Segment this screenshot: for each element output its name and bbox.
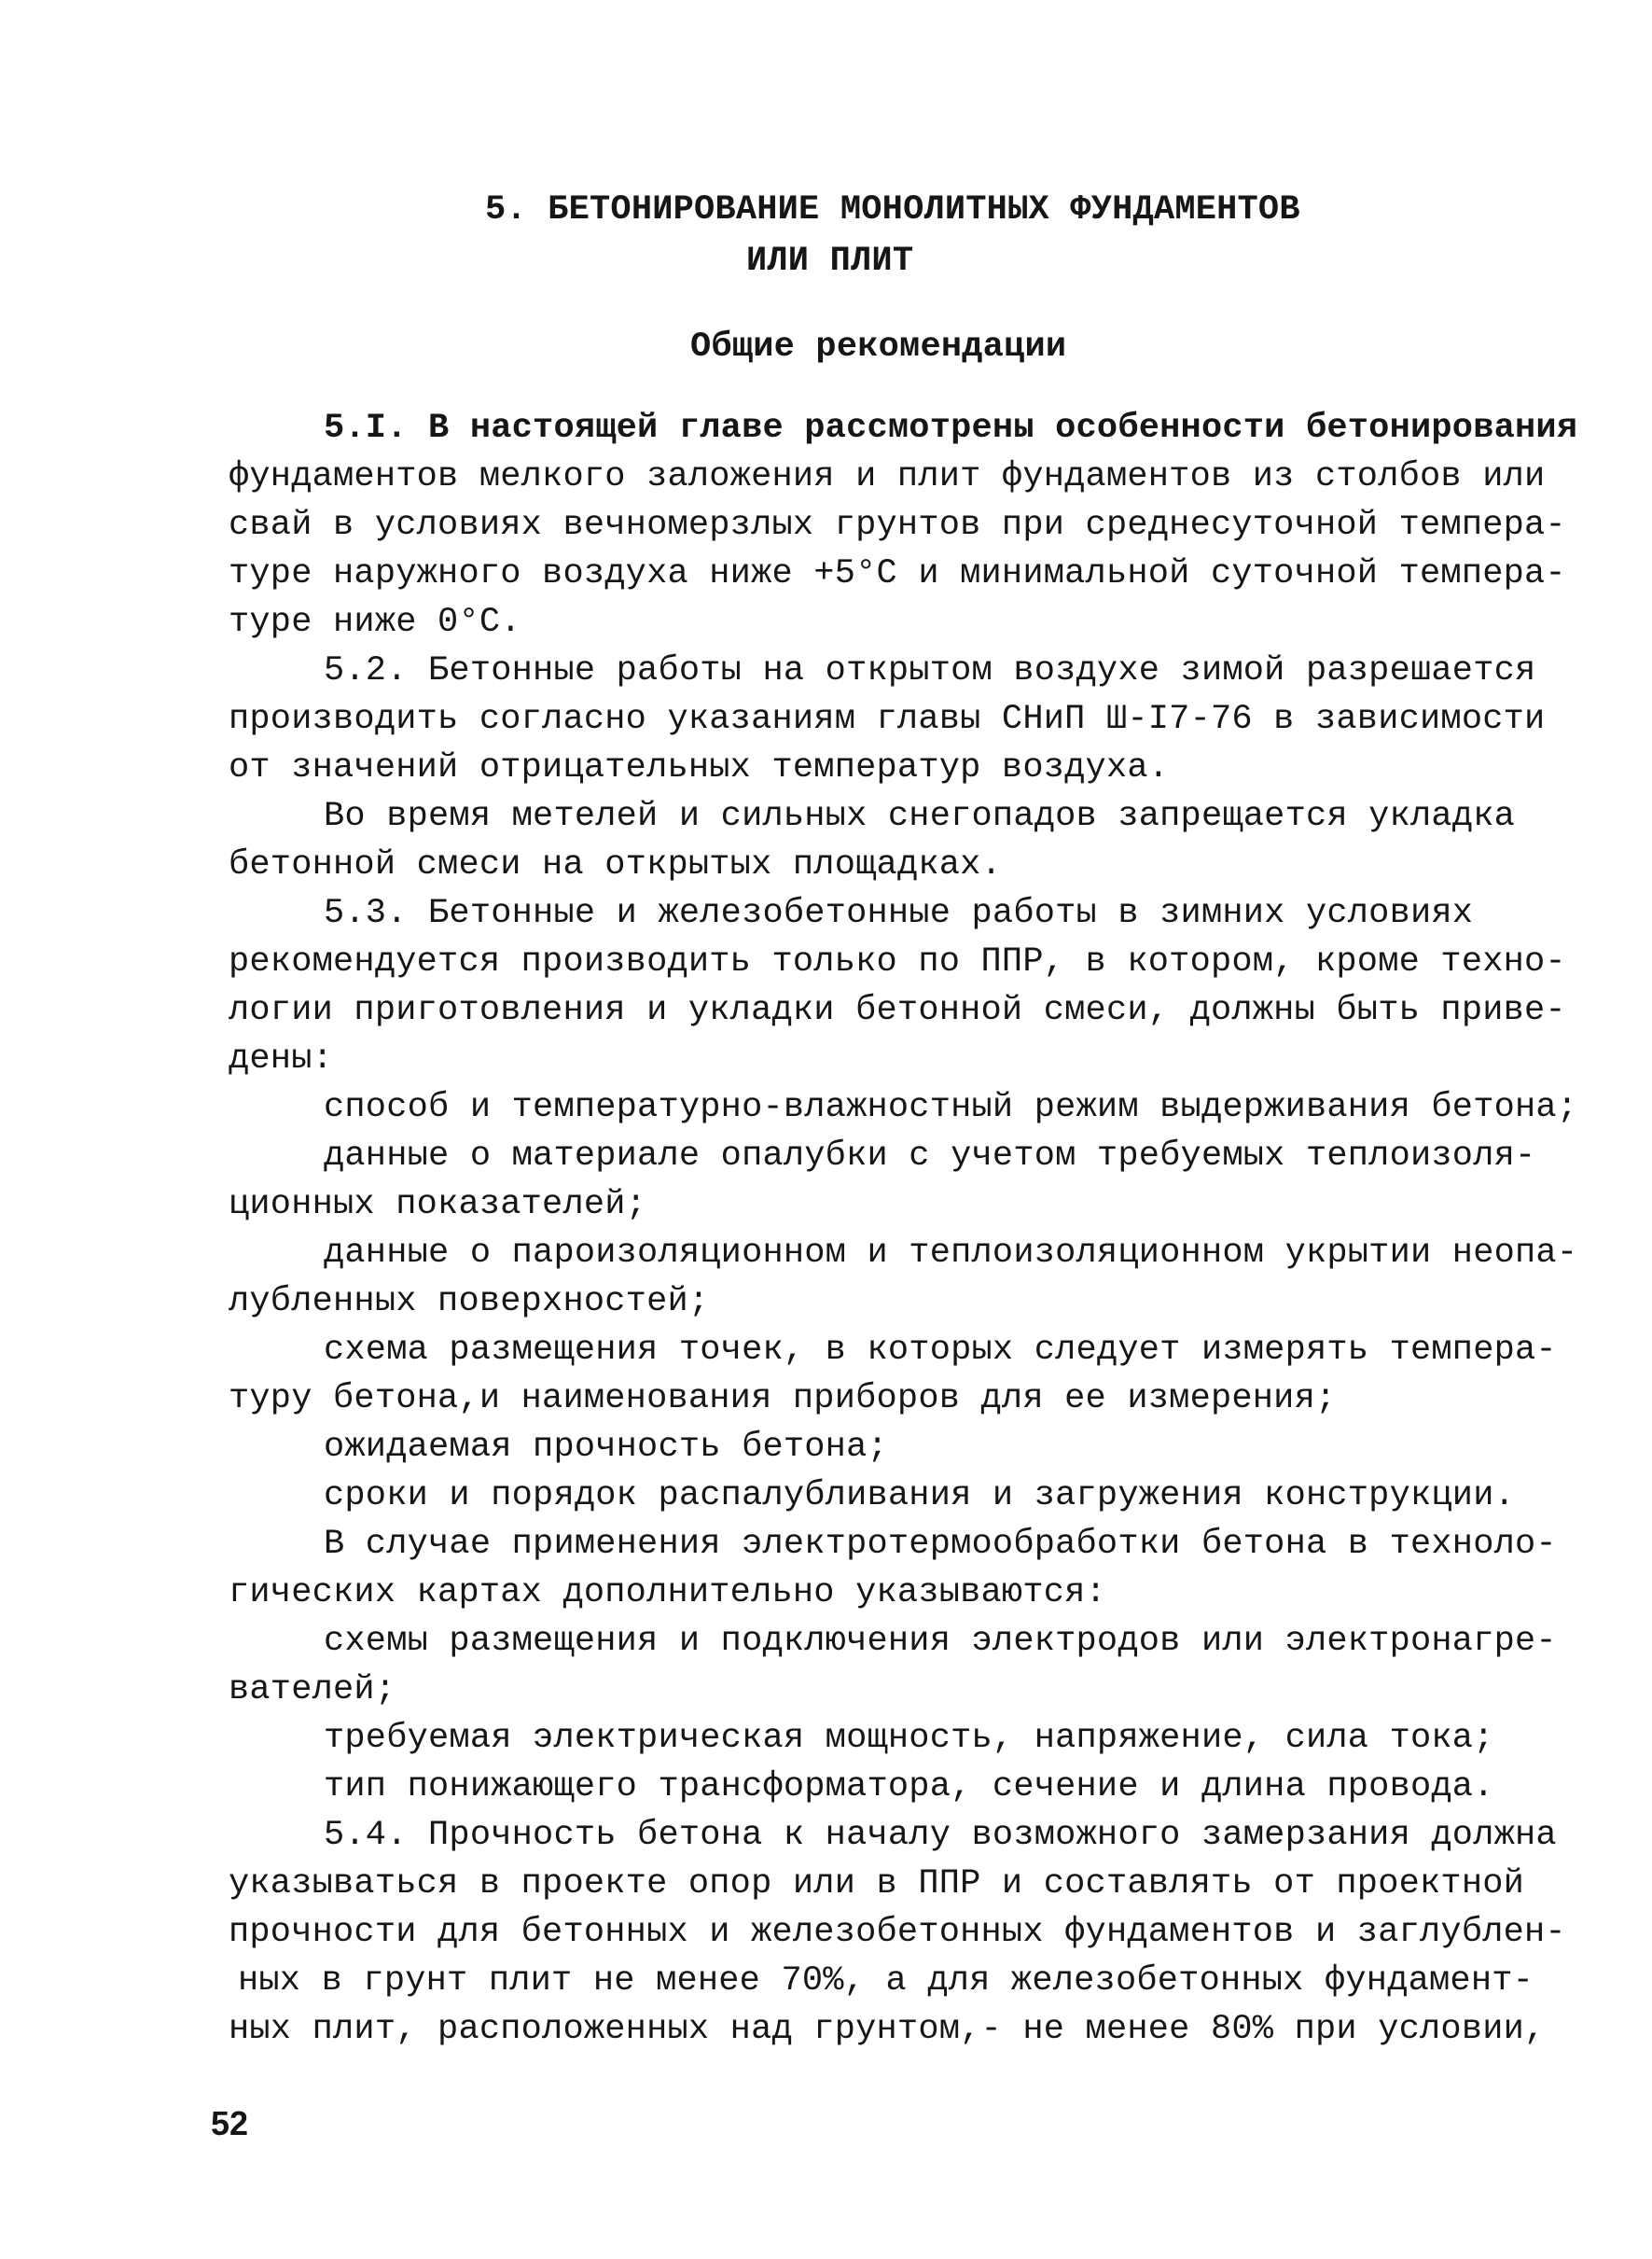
section-title-line-1: 5. БЕТОНИРОВАНИЕ МОНОЛИТНЫХ ФУНДАМЕНТОВ	[485, 190, 1300, 230]
list-item: способ и температурно-влажностный режим выдерживания бетона;	[324, 1088, 1578, 1127]
section-title-line-2: ИЛИ ПЛИТ	[746, 242, 914, 281]
text-line: ных в грунт плит не менее 70%, а для железобетонных фундамент-	[238, 1961, 1534, 2001]
list-item: схема размещения точек, в которых следует измерять темпера-	[324, 1331, 1557, 1370]
section-subtitle: Общие рекомендации	[690, 328, 1067, 367]
text-line: логии приготовления и укладки бетонной смеси, должны быть приве-	[229, 991, 1566, 1030]
text-line: 5.I. В настоящей главе рассмотрены особенности бетонирования	[324, 409, 1578, 448]
text-line: гических картах дополнительно указываются:	[229, 1573, 1106, 1612]
text-line: указываться в проекте опор или в ППР и составлять от проектной	[229, 1864, 1525, 1903]
page-number: 52	[211, 2104, 249, 2142]
text-line: туре наружного воздуха ниже +5°С и минимальной суточной темпера-	[229, 554, 1566, 593]
list-item: сроки и порядок распалубливания и загружения конструкции.	[324, 1476, 1516, 1515]
text-line: вателей;	[229, 1670, 396, 1709]
list-item: тип понижающего трансформатора, сечение и длина провода.	[324, 1767, 1494, 1806]
text-line: производить согласно указаниям главы СНиП Ш-I7-76 в зависимости	[229, 700, 1546, 739]
text-line: прочности для бетонных и железобетонных фундаментов и заглублен-	[229, 1913, 1566, 1952]
list-item: ожидаемая прочность бетона;	[324, 1428, 888, 1467]
text-line: 5.3. Бетонные и железобетонные работы в зимних условиях	[324, 894, 1474, 933]
list-item: данные о пароизоляционном и теплоизоляционном укрытии неопа-	[324, 1234, 1578, 1273]
list-item: требуемая электрическая мощность, напряжение, сила тока;	[324, 1719, 1494, 1758]
text-line: ных плит, расположенных над грунтом,- не менее 80% при условии,	[229, 2010, 1546, 2049]
text-line: 5.2. Бетонные работы на открытом воздухе зимой разрешается	[324, 651, 1536, 690]
text-line: свай в условиях вечномерзлых грунтов при среднесуточной темпера-	[229, 506, 1566, 545]
text-line: ционных показателей;	[229, 1185, 647, 1224]
text-line: дены:	[229, 1039, 334, 1079]
text-line: лубленных поверхностей;	[229, 1282, 710, 1321]
text-line: туре ниже 0°С.	[229, 603, 521, 642]
text-line: туру бетона,и наименования приборов для ее измерения;	[229, 1379, 1337, 1418]
text-line: Во время метелей и сильных снегопадов запрещается укладка	[324, 797, 1516, 836]
text-line: от значений отрицательных температур воздуха.	[229, 748, 1170, 788]
list-item: данные о материале опалубки с учетом требуемых теплоизоля-	[324, 1136, 1536, 1176]
text-line: бетонной смеси на открытых площадках.	[229, 845, 1002, 885]
list-item: схемы размещения и подключения электродов или электронагре-	[324, 1622, 1557, 1661]
text-line: рекомендуется производить только по ППР, в котором, кроме техно-	[229, 942, 1566, 982]
text-line: фундаментов мелкого заложения и плит фундаментов из столбов или	[229, 457, 1546, 496]
text-line: В случае применения электротермообработки бетона в техноло-	[324, 1525, 1557, 1564]
text-line: 5.4. Прочность бетона к началу возможного замерзания должна	[324, 1816, 1557, 1855]
